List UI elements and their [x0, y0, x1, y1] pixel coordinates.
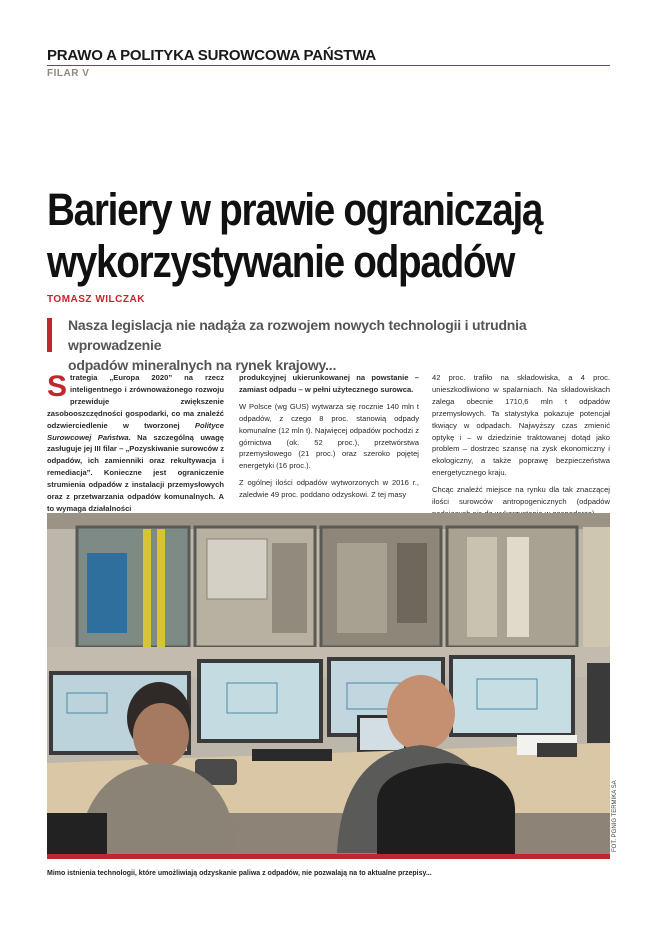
headline-line-2: wykorzystywanie odpadów: [47, 236, 515, 287]
headline-line-1: Bariery w prawie ograniczają: [47, 184, 543, 235]
body-column-2: [239, 372, 419, 506]
photo-caption: Mimo istnienia technologii, które umożliwiają odzyskanie paliwa z odpadów, nie pozwalają na to aktualne przepisy...: [47, 870, 432, 877]
running-header-title: PRAWO A POLITYKA SUROWCOWA PAŃSTWA: [47, 47, 377, 64]
col2-paragraph-1: produkcyjnej ukierunkowanej na powstanie – zamiast odpadu – w pełni użytecznego surowca.: [239, 373, 419, 394]
col3-paragraph-1: 42 proc. trafiło na składowiska, a 4 proc. unieszkodliwiono w spalarniach. Na składowiskach zalega obecnie 1710,6 mln t odpadów przemysłowych. Ta statystyka pokazuje potencjał tkwiący w odpadach. Najwyższy czas zmienić optykę i – w dziedzinie traktowanej dotąd jako problem – dostrzec szansę na zysk ekonomiczny i ekologiczny, a także poprawę bezpieczeństwa energetycznego kraju.: [432, 373, 610, 478]
lead-paragraph: [68, 315, 616, 375]
body-column-3: [432, 372, 610, 525]
col2-paragraph-2: W Polsce (wg GUS) wytwarza się rocznie 140 mln t odpadów, z czego 8 proc. stanowią odpady komunalne (12 mln t). Najwięcej odpadów pochodzi z górnictwa (ok. 52 proc.), przetwórstwa przemysłowego (21 proc.) oraz szeroko pojętej energetyki (16 proc.).: [239, 401, 419, 471]
section-label: FILAR V: [47, 68, 90, 79]
intro-text-1: trategia „Europa 2020” na rzecz inteligentnego i zrównoważonego rozwoju przewiduje zwiększenie zasobooszczędności gospodarki, co ma znaleźć odzwierciedlenie w tworzonej: [47, 373, 224, 430]
photo-accent-bar: [47, 854, 610, 859]
lead-accent-bar: [47, 318, 52, 352]
control-room-photo: [47, 513, 610, 854]
lead-line-1: Nasza legislacja nie nadąża za rozwojem nowych technologii i utrudnia wprowadzenie: [68, 317, 527, 353]
lead-line-2: odpadów mineralnych na rynek krajowy...: [68, 357, 337, 373]
photo-credit: FOT. PGNIG TERMIKA SA: [612, 780, 618, 852]
intro-italic: Polityce Surowcowej Państwa: [47, 420, 224, 442]
drop-cap: S: [47, 370, 68, 403]
body-column-1: [47, 372, 224, 520]
col2-paragraph-3: Z ogólnej ilości odpadów wytworzonych w 2016 r., zaledwie 49 proc. poddano odzyskowi. Z tej masy: [239, 478, 419, 500]
col3-paragraph-2: Chcąc znaleźć miejsce na rynku dla tak znaczącej ilości surowców antropogenicznych (odpadów: [432, 485, 610, 507]
author-byline: TOMASZ WILCZAK: [47, 294, 145, 305]
headline: [47, 184, 546, 288]
header-rule: [47, 65, 610, 66]
intro-text-2: . Na szczególną uwagę zasługuje jej III filar – „Pozyskiwanie surowców z odpadów, ich zamienniki oraz rekultywacja i remediacja”. Konieczne jest ograniczenie strumienia odpadów z instalacji przemysłowych oraz z przetwarzania odpadów komunalnych. A to wymaga działalności: [47, 432, 224, 513]
intro-paragraph: [47, 372, 224, 515]
